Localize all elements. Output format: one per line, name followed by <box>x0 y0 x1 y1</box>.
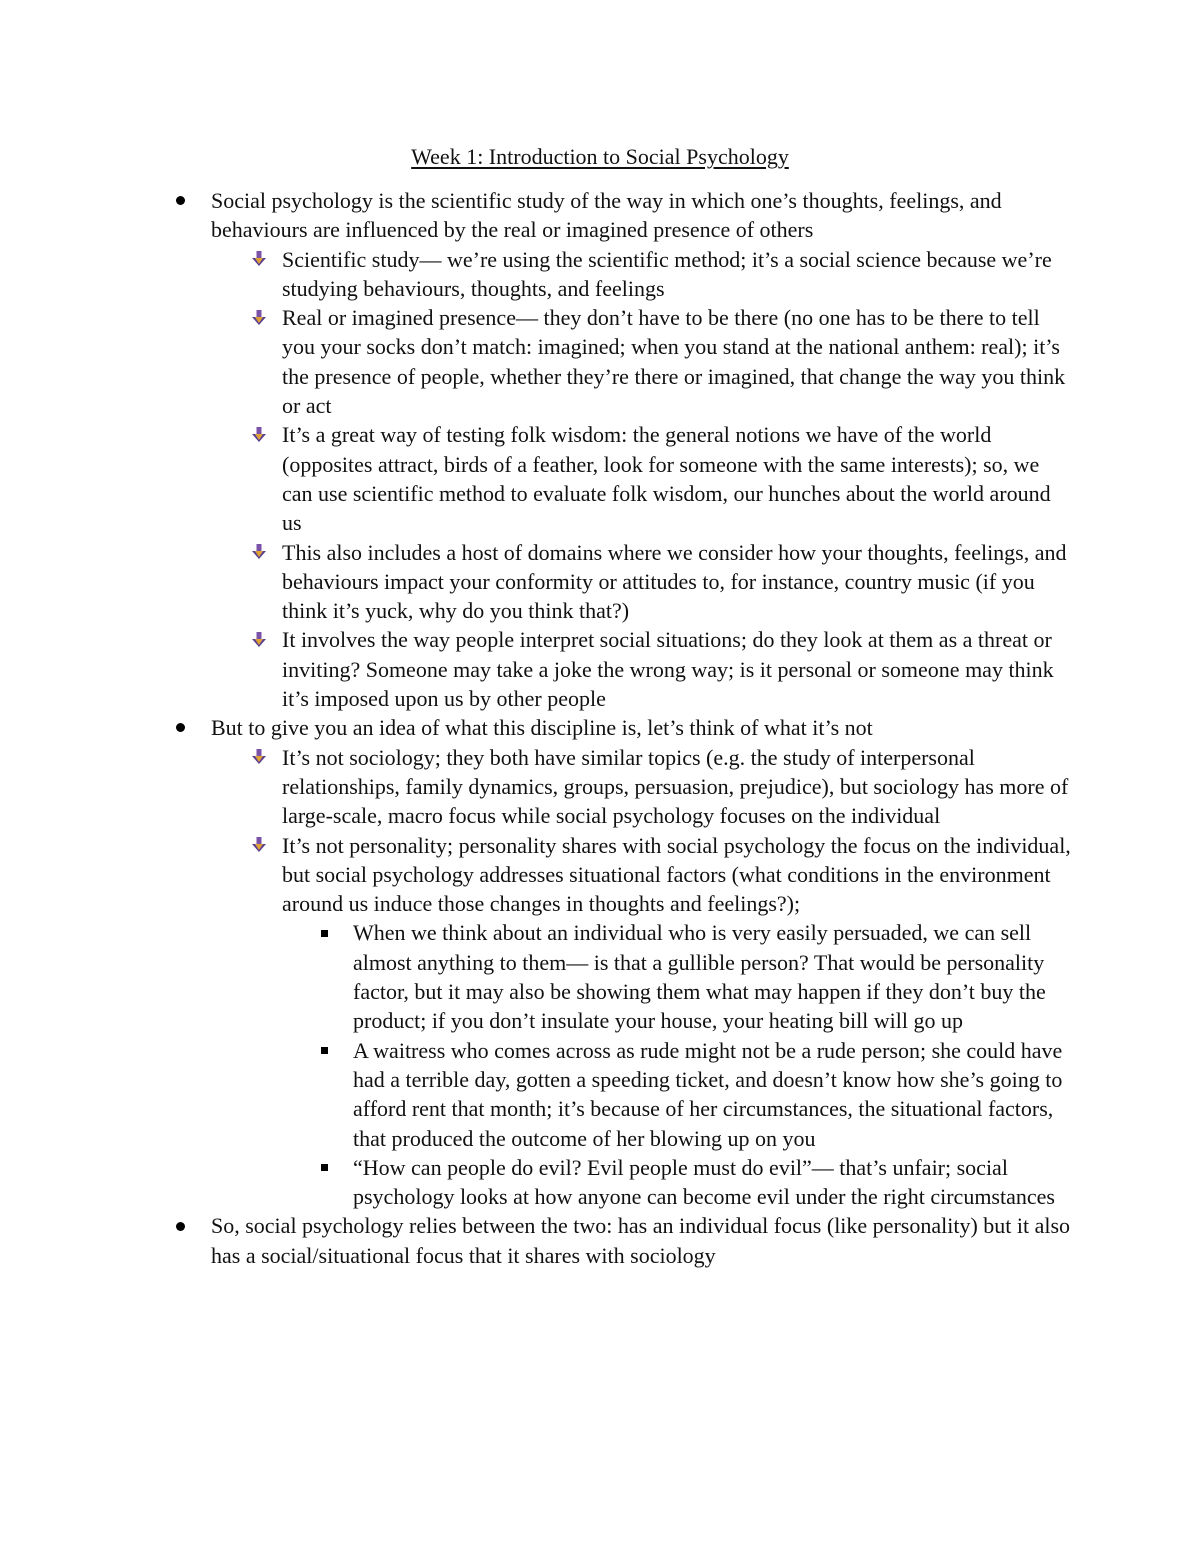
list-item-text: Scientific study— we’re using the scientific method; it’s a social science because we’re studying behaviours, thoughts, and feelings <box>282 246 1052 301</box>
list-item <box>171 538 1071 626</box>
arrow-down-bullet-icon <box>250 420 268 449</box>
list-item-text: Real or imagined presence— they don’t have to be there (no one has to be there to tell you your socks don’t match: imagined; when you stand at the national anthem: real); it’s the presence of people, whether they’re there or imagined, that change the way you think or act <box>282 305 1066 419</box>
arrow-down-bullet-icon <box>250 831 268 860</box>
list-item <box>171 713 1071 742</box>
list-item <box>171 918 1071 1035</box>
list-item <box>171 831 1071 919</box>
list-item-text: A waitress who comes across as rude might not be a rude person; she could have had a terrible day, gotten a speeding ticket, and doesn’t know how she’s going to afford rent that month; it’s because of her circumstances, the situational factors, that produced the outcome of her blowing up on you <box>353 1037 1063 1151</box>
list-item-text: “How can people do evil? Evil people must do evil”— that’s unfair; social psychology looks at how anyone can become evil under the right circumstances <box>353 1154 1055 1210</box>
filled-circle-bullet-icon <box>171 1211 189 1240</box>
list-item <box>171 1153 1071 1212</box>
page-title: Week 1: Introduction to Social Psychology <box>411 144 789 169</box>
arrow-down-bullet-icon <box>250 743 268 772</box>
list-item-text: It’s a great way of testing folk wisdom: the general notions we have of the world (opposites attract, birds of a feather, look for someone with the same interests); so, we can use scientific method to evaluate folk wisdom, our hunches about the world around us <box>282 422 1051 536</box>
list-item-text: This also includes a host of domains where we consider how your thoughts, feelings, and behaviours impact your conformity or attitudes to, for instance, country music (if you think it’s yuck, why do you think that?) <box>282 539 1067 624</box>
list-item-text: It’s not sociology; they both have similar topics (e.g. the study of interpersonal relationships, family dynamics, groups, persuasion, prejudice), but sociology has more of large-scale, macro focus while social psychology focuses on the individual <box>282 744 1069 829</box>
list-item <box>171 420 1071 537</box>
bullet-list <box>171 186 1071 1270</box>
list-item <box>171 1036 1071 1153</box>
list-item <box>171 625 1071 713</box>
list-item-text: It involves the way people interpret social situations; do they look at them as a threat or inviting? Someone may take a joke the wrong way; is it personal or someone may think it’s imposed upon us by other people <box>282 627 1054 712</box>
list-item <box>171 1211 1071 1270</box>
list-item-text: Social psychology is the scientific study of the way in which one’s thoughts, feelings, and behaviours are influenced by the real or imagined presence of others <box>211 188 1002 243</box>
arrow-down-bullet-icon <box>250 245 268 274</box>
list-item <box>171 743 1071 831</box>
list-item-text: But to give you an idea of what this discipline is, let’s think of what it’s not <box>211 715 873 741</box>
arrow-down-bullet-icon <box>250 303 268 332</box>
filled-square-bullet-icon <box>317 1153 331 1182</box>
arrow-down-bullet-icon <box>250 625 268 654</box>
list-item <box>171 303 1071 420</box>
list-item-text: When we think about an individual who is very easily persuaded, we can sell almost anything to them— is that a gullible person? That would be personality factor, but it may also be showing them what may happen if they don’t buy the product; if you don’t insulate your house, your heating bill will go up <box>353 920 1046 1034</box>
filled-circle-bullet-icon <box>171 713 189 742</box>
filled-circle-bullet-icon <box>171 186 189 215</box>
filled-square-bullet-icon <box>317 1036 331 1065</box>
list-item-text: It’s not personality; personality shares with social psychology the focus on the individual, but social psychology addresses situational factors (what conditions in the environment around us induce those changes in thoughts and feelings?); <box>282 832 1071 917</box>
list-item <box>171 186 1071 245</box>
arrow-down-bullet-icon <box>250 538 268 567</box>
filled-square-bullet-icon <box>317 918 331 947</box>
list-item-text: So, social psychology relies between the two: has an individual focus (like personality) but it also has a social/situational focus that it shares with sociology <box>211 1213 1071 1268</box>
list-item <box>171 245 1071 304</box>
